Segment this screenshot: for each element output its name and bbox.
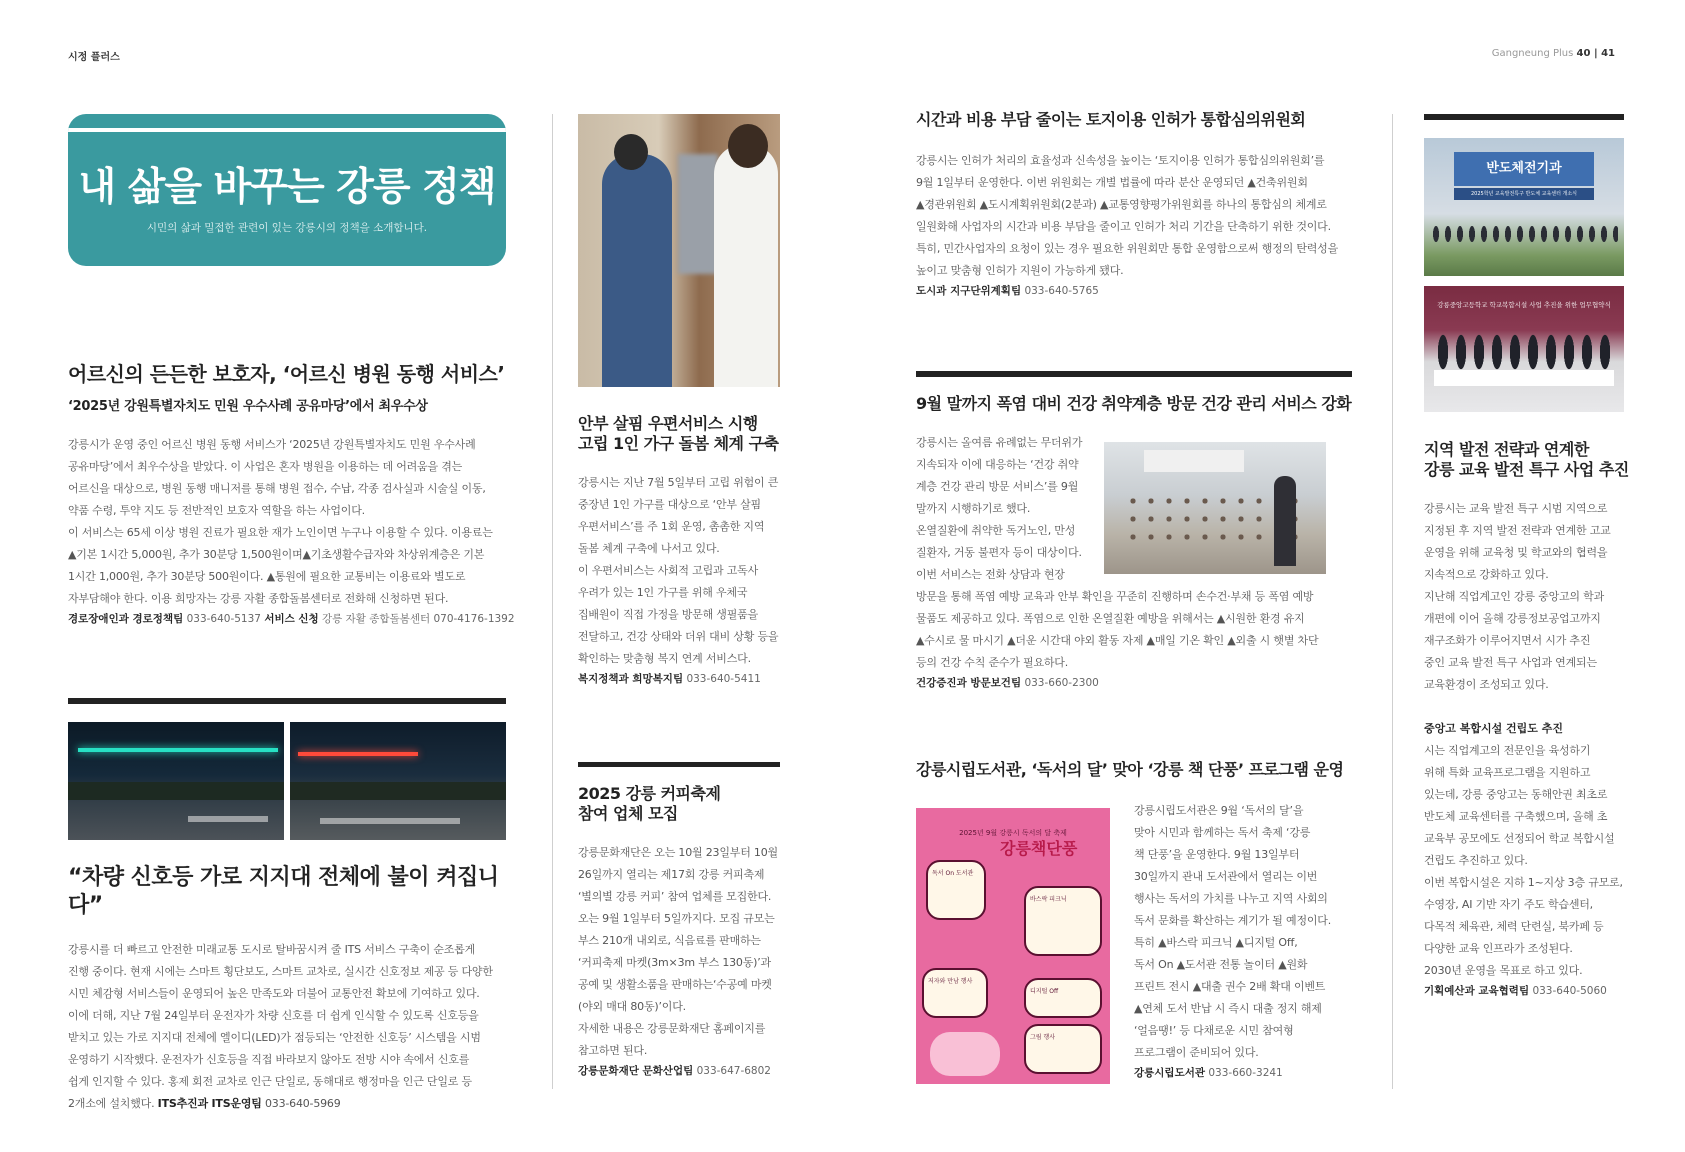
- section-label: 시정 플러스: [68, 52, 120, 63]
- photo-semiconductor-center: 반도체전기과 2025학년 교육발전특구 반도체 교육센터 개소식: [1424, 138, 1624, 276]
- hero-subtitle: 시민의 삶과 밀접한 관련이 있는 강릉시의 정책을 소개합니다.: [146, 222, 428, 234]
- article-coffee-festival: [578, 784, 798, 1078]
- book-festival-poster: 2025년 9월 강릉시 독서의 달 축제 강릉책단풍 독서 On 도서관 바스락 피크닉 저자와 만남 행사 디지털 Off 그림 행사: [916, 808, 1110, 1084]
- article-hospital-escort: [68, 362, 518, 626]
- article-traffic-light: [68, 864, 528, 1115]
- article-title-book-festival: 강릉시립도서관, ‘독서의 달’ 맞아 ‘강릉 책 단풍’ 프로그램 운영: [916, 760, 1344, 779]
- column-divider: [552, 114, 553, 1089]
- magazine-name: Gangneung Plus: [1491, 48, 1574, 59]
- article-body: 강릉시는 교육 발전 특구 시범 지역으로 지정된 후 지역 발전 전략과 연계한 고교 운영을 위해 교육청 및 학교와의 협력을 지속적으로 강화하고 있다. 지난해 직업계고인 강릉 중앙고의 학과 개편에 이어 올해 강릉정보공업고까지 재구조화가 이루어지면서 시가 추진 중인 교육 발전 특구 사업과 연계되는 교육환경이 조성되고 있다.: [1424, 502, 1611, 691]
- article-title: 시간과 비용 부담 줄이는 토지이용 인허가 통합심의위원회: [916, 110, 1306, 129]
- banner-semiconductor: 반도체전기과: [1454, 152, 1594, 186]
- hero-title: 내 삶을 바꾸는 강릉 정책: [78, 165, 496, 210]
- article-contact: 강릉문화재단 문화산업팀 033-647-6802: [578, 1065, 771, 1077]
- page-numbers: 40 | 41: [1576, 48, 1615, 59]
- article-permit-committee: [916, 110, 1366, 298]
- section-bar: [916, 371, 1352, 377]
- page-header-right: [1492, 48, 1615, 59]
- section-bar: [1424, 114, 1624, 120]
- hero-banner: [68, 114, 506, 266]
- photo-mou-ceremony: [1424, 286, 1624, 412]
- article-body-2: 시는 직업계고의 전문인을 육성하기 위해 특화 교육프로그램을 지원하고 있는데, 강릉 중앙고는 동해안권 최초로 반도체 교육센터를 구축했으며, 올해 초 교육부 공모에도 선정되어 학교 복합시설 건립도 추진하고 있다. 이번 복합시설은 지하 1~지상 3층 규모로, 수영장, AI 기반 자기 주도 학습센터, 다목적 체육관, 체력 단련실, 북카페 등 다양한 교육 인프라가 조성된다. 2030년 운영을 목표로 하고 있다.: [1424, 744, 1623, 977]
- article-contact: 기획예산과 교육협력팀 033-640-5060: [1424, 985, 1607, 997]
- article-title: 2025 강릉 커피축제 참여 업체 모집: [578, 784, 721, 823]
- banner-mou: 강릉중앙고등학교 학교복합시설 사업 추진을 위한 업무협약식: [1437, 301, 1611, 309]
- article-body: 강릉시립도서관은 9월 ‘독서의 달’을 맞아 시민과 함께하는 독서 축제 ‘강릉 책 단풍’을 운영한다. 9월 13일부터 30일까지 관내 도서관에서 열리는 이번 행사는 독서의 가치를 나누고 지역 사회의 독서 문화를 확산하는 계기가 될 예정이다. 특히 ▲바스락 피크닉 ▲디지털 Off, 독서 On ▲도서관 전통 놀이터 ▲원화 프린트 전시 ▲대출 권수 2배 확대 이벤트 ▲연체 도서 반납 시 즉시 대출 정지 해제 ‘얼음땡!’ 등 다채로운 시민 참여형 프로그램이 준비되어 있다.: [1134, 804, 1332, 1059]
- article-body: 강릉문화재단은 오는 10월 23일부터 10월 26일까지 열리는 제17회 강릉 커피축제 ‘별의별 강릉 커피’ 참여 업체를 모집한다. 오는 9월 1일부터 5일까지다. 모집 규모는 부스 210개 내외로, 식음료를 판매하는 ‘커피축제 마켓(3m×3m 부스 130동)’과 공예 및 생활소품을 판매하는‘수공예 마켓 (야외 매대 80동)’이다. 자세한 내용은 강릉문화재단 홈페이지를 참고하면 된다.: [578, 846, 778, 1057]
- photo-heatwave-class: [1104, 442, 1326, 574]
- article-title: 안부 살핌 우편서비스 시행 고립 1인 가구 돌봄 체계 구축: [578, 414, 779, 453]
- column-divider: [1392, 114, 1393, 1089]
- article-title: 9월 말까지 폭염 대비 건강 취약계층 방문 건강 관리 서비스 강화: [916, 394, 1352, 413]
- article-body: 강릉시를 더 빠르고 안전한 미래교통 도시로 탈바꿈시켜 줄 ITS 서비스 구축이 순조롭게 진행 중이다. 현재 시에는 스마트 횡단보도, 스마트 교차로, 실시간 신호정보 제공 등 다양한 시민 체감형 서비스들이 운영되어 높은 만족도와 더불어 교통안전 확보에 기여하고 있다. 이에 더해, 지난 7월 24일부터 운전자가 차량 신호를 더 쉽게 인식할 수 있도록 신호등을 받치고 있는 가로 지지대 전체에 엘이디(LED)가 점등되는 ‘안전한 신호등’ 시스템을 시범 운영하기 시작했다. 운전자가 신호등을 직접 바라보지 않아도 전방 시야 속에서 신호를 쉽게 인지할 수 있다. 홍제 회전 교차로 인근 단일로, 동해대로 행정마을 인근 단일로 등 2개소에 설치했다. ITS추진과 ITS운영팀 033-640-5969: [68, 943, 493, 1110]
- poster-title: 강릉책단풍: [1000, 839, 1078, 858]
- article-body: 강릉시는 지난 7월 5일부터 고립 위험이 큰 중장년 1인 가구를 대상으로 ‘안부 살핌 우편서비스’를 주 1회 운영, 촘촘한 지역 돌봄 체계 구축에 나서고 있다. 이 우편서비스는 사회적 고립과 고독사 우려가 있는 1인 가구를 위해 우체국 집배원이 직접 가정을 방문해 생필품을 전달하고, 건강 상태와 더위 대비 상황 등을 확인하는 맞춤형 복지 연계 서비스다.: [578, 476, 779, 665]
- article-body: 강릉시는 인허가 처리의 효율성과 신속성을 높이는 ‘토지이용 인허가 통합심의위원회’를 9월 1일부터 운영한다. 이번 위원회는 개별 법률에 따라 분산 운영되던 ▲건축위원회 ▲경관위원회 ▲도시계획위원회(2분과) ▲교통영향평가위원회를 하나의 통합심의 체계로 일원화해 사업자의 시간과 비용 부담을 줄이고 인허가 처리 기간을 단축하기 위한 것이다. 특히, 민간사업자의 요청이 있는 경우 필요한 위원회만 통합 운영함으로써 행정의 탄력성을 높이고 맞춤형 인허가 지원이 가능하게 됐다.: [916, 154, 1339, 277]
- article-body: 강릉시가 운영 중인 어르신 병원 동행 서비스가 ‘2025년 강원특별자치도 민원 우수사례 공유마당’에서 최우수상을 받았다. 이 사업은 혼자 병원을 이용하는 데 어려움을 겪는 어르신을 대상으로, 병원 동행 매니저를 통해 병원 접수, 수납, 각종 검사실과 시술실 이동, 약품 수령, 투약 지도 등 전반적인 보호자 역할을 하는 사업이다. 이 서비스는 65세 이상 병원 진료가 필요한 재가 노인이면 누구나 이용할 수 있다. 이용료는 ▲기본 1시간 5,000원, 추가 30분당 1,500원이며▲기초생활수급자와 차상위계층은 기본 1시간 1,000원, 추가 30분당 500원이다. ▲통원에 필요한 교통비는 이용료와 별도로 자부담해야 한다. 이용 희망자는 강릉 자활 종합돌봄센터로 전화해 신청하면 된다.: [68, 438, 493, 605]
- article-title: 어르신의 든든한 보호자, ‘어르신 병원 동행 서비스’: [68, 362, 505, 386]
- article-subtitle: ‘2025년 강원특별자치도 민원 우수사례 공유마당’에서 최우수상: [68, 399, 428, 414]
- article-title: 지역 발전 전략과 연계한 강릉 교육 발전 특구 사업 추진: [1424, 440, 1629, 479]
- article-contact: 경로장애인과 경로정책팀 033-640-5137 서비스 신청 강릉 자활 종합돌봄센터 070-4176-1392: [68, 613, 515, 625]
- photo-postal-visit: [578, 114, 780, 387]
- article-contact: 건강증진과 방문보건팀 033-660-2300: [916, 677, 1099, 689]
- photo-traffic-light-1: [68, 722, 284, 840]
- article-contact: 강릉시립도서관 033-660-3241: [1134, 1067, 1283, 1079]
- article-contact: 복지정책과 희망복지팀 033-640-5411: [578, 673, 761, 685]
- article-education-zone: [1424, 440, 1634, 998]
- section-bar: [68, 698, 506, 704]
- article-title: “차량 신호등 가로 지지대 전체에 불이 켜집니다”: [68, 865, 499, 918]
- article-book-festival: [1134, 800, 1364, 1080]
- article-body: 방문을 통해 폭염 예방 교육과 안부 확인을 꾸준히 진행하며 손수건·부채 등 폭염 예방 물품도 제공하고 있다. 폭염으로 인한 온열질환 예방을 위해서는 ▲시원한 환경 유지 ▲수시로 물 마시기 ▲더운 시간대 야외 활동 자제 ▲매일 기온 확인 ▲외출 시 햇볕 차단 등의 건강 수칙 준수가 필요하다.: [916, 590, 1319, 669]
- section-bar: [578, 762, 780, 767]
- photo-traffic-light-2: [290, 722, 506, 840]
- article-contact: 도시과 지구단위계획팀 033-640-5765: [916, 285, 1099, 297]
- hero-strip: [68, 128, 506, 132]
- article-subhead: 중앙고 복합시설 건립도 추진: [1424, 722, 1563, 735]
- article-postal-service: [578, 414, 798, 686]
- article-body-short: 강릉시는 올여름 유례없는 무더위가 지속되자 이에 대응하는 ‘건강 취약 계층 건강 관리 방문 서비스’를 9월 말까지 시행하기로 했다. 온열질환에 취약한 독거노인, 만성 질환자, 거동 불편자 등이 대상이다. 이번 서비스는 전화 상담과 현장: [916, 436, 1083, 581]
